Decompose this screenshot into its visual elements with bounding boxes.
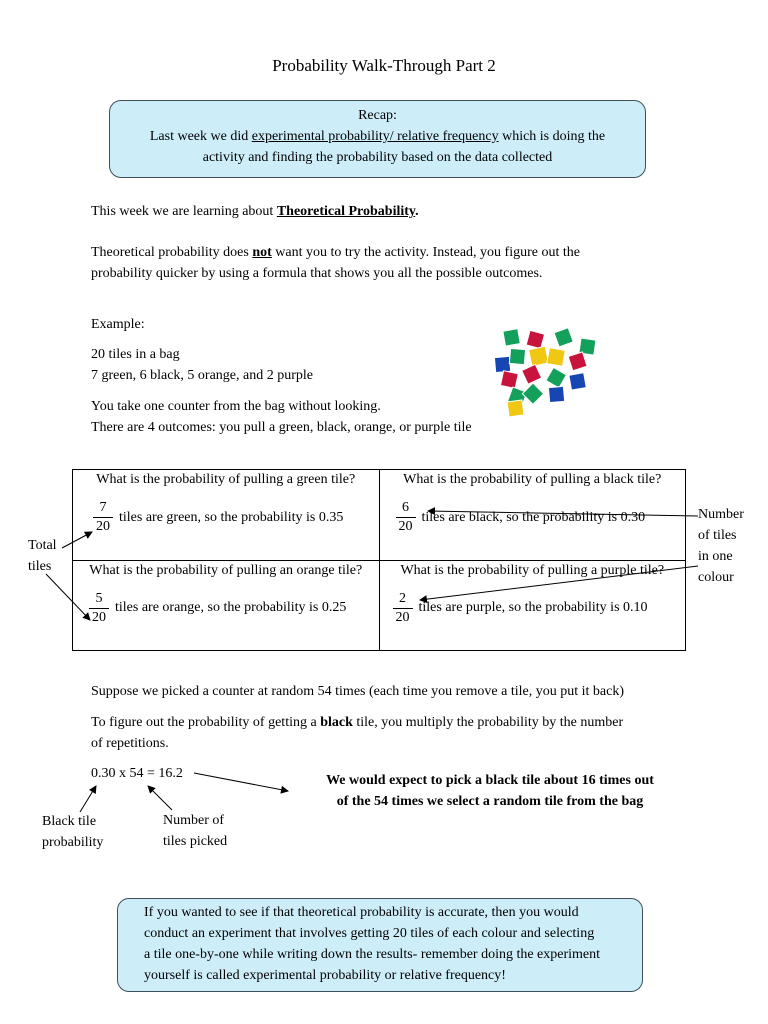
repeat-line: Suppose we picked a counter at random 54 times (each time you remove a tile, you put it back) xyxy=(91,684,625,699)
label-line: Total xyxy=(28,538,57,553)
repeat-text: tile, you multiply the probability by the number xyxy=(352,715,624,730)
label-line: probability xyxy=(42,835,104,850)
repeat-line-2 xyxy=(91,712,623,733)
intro-topic: Theoretical Probability xyxy=(276,204,416,219)
example-line-2: 7 green, 6 black, 5 orange, and 2 purple xyxy=(91,368,313,383)
fraction-denominator: 20 xyxy=(396,517,416,535)
calculation-equation: 0.30 x 54 = 16.2 xyxy=(91,766,183,781)
colored-tiles-image xyxy=(492,326,602,426)
result-line: of the 54 times we select a random tile from the bag xyxy=(336,794,644,809)
arrow-tiles-picked xyxy=(148,786,172,810)
green-answer-text: tiles are green, so the probability is 0.35 xyxy=(119,509,344,525)
conclusion-line: a tile one-by-one while writing down the results- remember doing the experiment xyxy=(144,947,601,962)
example-label: Example: xyxy=(91,317,145,332)
example-line-1: 20 tiles in a bag xyxy=(91,347,180,362)
orange-answer-text: tiles are orange, so the probability is 0.25 xyxy=(115,600,347,615)
label-line: tiles picked xyxy=(163,834,228,849)
arrow-black-prob xyxy=(80,786,96,812)
conclusion-line: yourself is called experimental probability or relative frequency! xyxy=(144,968,506,983)
recap-line-2: activity and finding the probability based on the data collected xyxy=(202,150,553,165)
tiles-picked-label xyxy=(163,810,227,852)
recap-line-1 xyxy=(110,126,645,147)
green-question: What is the probability of pulling a green tile? xyxy=(96,472,356,487)
label-line: Number xyxy=(698,507,744,522)
probability-table xyxy=(72,469,686,651)
fraction-numerator: 2 xyxy=(399,590,406,606)
green-answer xyxy=(93,500,379,535)
explain-paragraph xyxy=(91,242,580,284)
recap-text: which is doing the xyxy=(498,129,606,144)
purple-question: What is the probability of pulling a purple tile? xyxy=(400,562,665,578)
number-in-colour-label xyxy=(698,504,744,588)
recap-box xyxy=(109,100,646,178)
conclusion-box xyxy=(117,898,643,992)
recap-heading: Recap: xyxy=(358,108,397,123)
intro-period: . xyxy=(415,204,419,219)
repeat-line-3: of repetitions. xyxy=(91,736,169,751)
repeat-text: To figure out the probability of getting a xyxy=(91,715,321,730)
intro-line xyxy=(91,201,419,222)
repeat-black: black xyxy=(320,715,353,730)
purple-fraction xyxy=(393,591,413,626)
fraction-numerator: 5 xyxy=(95,590,103,606)
black-answer xyxy=(396,500,686,535)
explain-text: Theoretical probability does xyxy=(91,245,253,260)
orange-answer xyxy=(89,591,379,626)
explain-line-1 xyxy=(91,242,580,263)
purple-cell xyxy=(379,560,686,651)
fraction-denominator: 20 xyxy=(89,608,109,626)
label-line: of tiles xyxy=(698,528,737,543)
conclusion-line: If you wanted to see if that theoretical probability is accurate, then you would xyxy=(144,905,579,920)
orange-question: What is the probability of pulling an orange tile? xyxy=(89,562,363,578)
label-line: in one xyxy=(698,549,733,564)
fraction-numerator: 6 xyxy=(402,500,409,515)
repeat-instruction xyxy=(91,712,623,754)
label-line: Black tile xyxy=(42,814,97,829)
conclusion-line: conduct an experiment that involves getting 20 tiles of each colour and selecting xyxy=(144,926,595,941)
explain-not: not xyxy=(252,245,272,260)
result-line: We would expect to pick a black tile about 16 times out xyxy=(326,773,654,788)
explain-text: want you to try the activity. Instead, you figure out the xyxy=(271,245,580,260)
label-line: colour xyxy=(698,570,734,585)
example-line-4: There are 4 outcomes: you pull a green, black, orange, or purple tile xyxy=(91,420,472,435)
fraction-numerator: 7 xyxy=(99,500,107,515)
black-prob-label xyxy=(42,811,103,853)
green-cell xyxy=(73,470,380,561)
black-cell xyxy=(379,470,686,561)
example-line-3: You take one counter from the bag without looking. xyxy=(91,399,381,414)
recap-term: experimental probability/ relative frequency xyxy=(251,129,499,144)
expected-result xyxy=(280,770,700,812)
example-outcomes xyxy=(91,396,472,438)
fraction-denominator: 20 xyxy=(93,517,113,535)
example-counts xyxy=(91,344,313,386)
purple-answer xyxy=(393,591,686,626)
label-line: Number of xyxy=(163,813,225,828)
recap-text: Last week we did xyxy=(149,129,252,144)
label-line: tiles xyxy=(28,559,52,574)
orange-cell xyxy=(73,560,380,651)
black-fraction xyxy=(396,500,416,535)
intro-text: This week we are learning about xyxy=(91,204,277,219)
purple-answer-text: tiles are purple, so the probability is 0.10 xyxy=(418,600,648,615)
page-title: Probability Walk-Through Part 2 xyxy=(272,56,496,75)
arrow-equation-to-result xyxy=(194,773,288,791)
total-tiles-label xyxy=(28,535,57,577)
black-answer-text: tiles are black, so the probability is 0.30 xyxy=(421,509,646,525)
explain-line-2: probability quicker by using a formula that shows you all the possible outcomes. xyxy=(91,266,543,281)
green-fraction xyxy=(93,500,113,535)
black-question: What is the probability of pulling a black tile? xyxy=(403,472,662,487)
orange-fraction xyxy=(89,591,109,626)
fraction-denominator: 20 xyxy=(393,608,413,626)
